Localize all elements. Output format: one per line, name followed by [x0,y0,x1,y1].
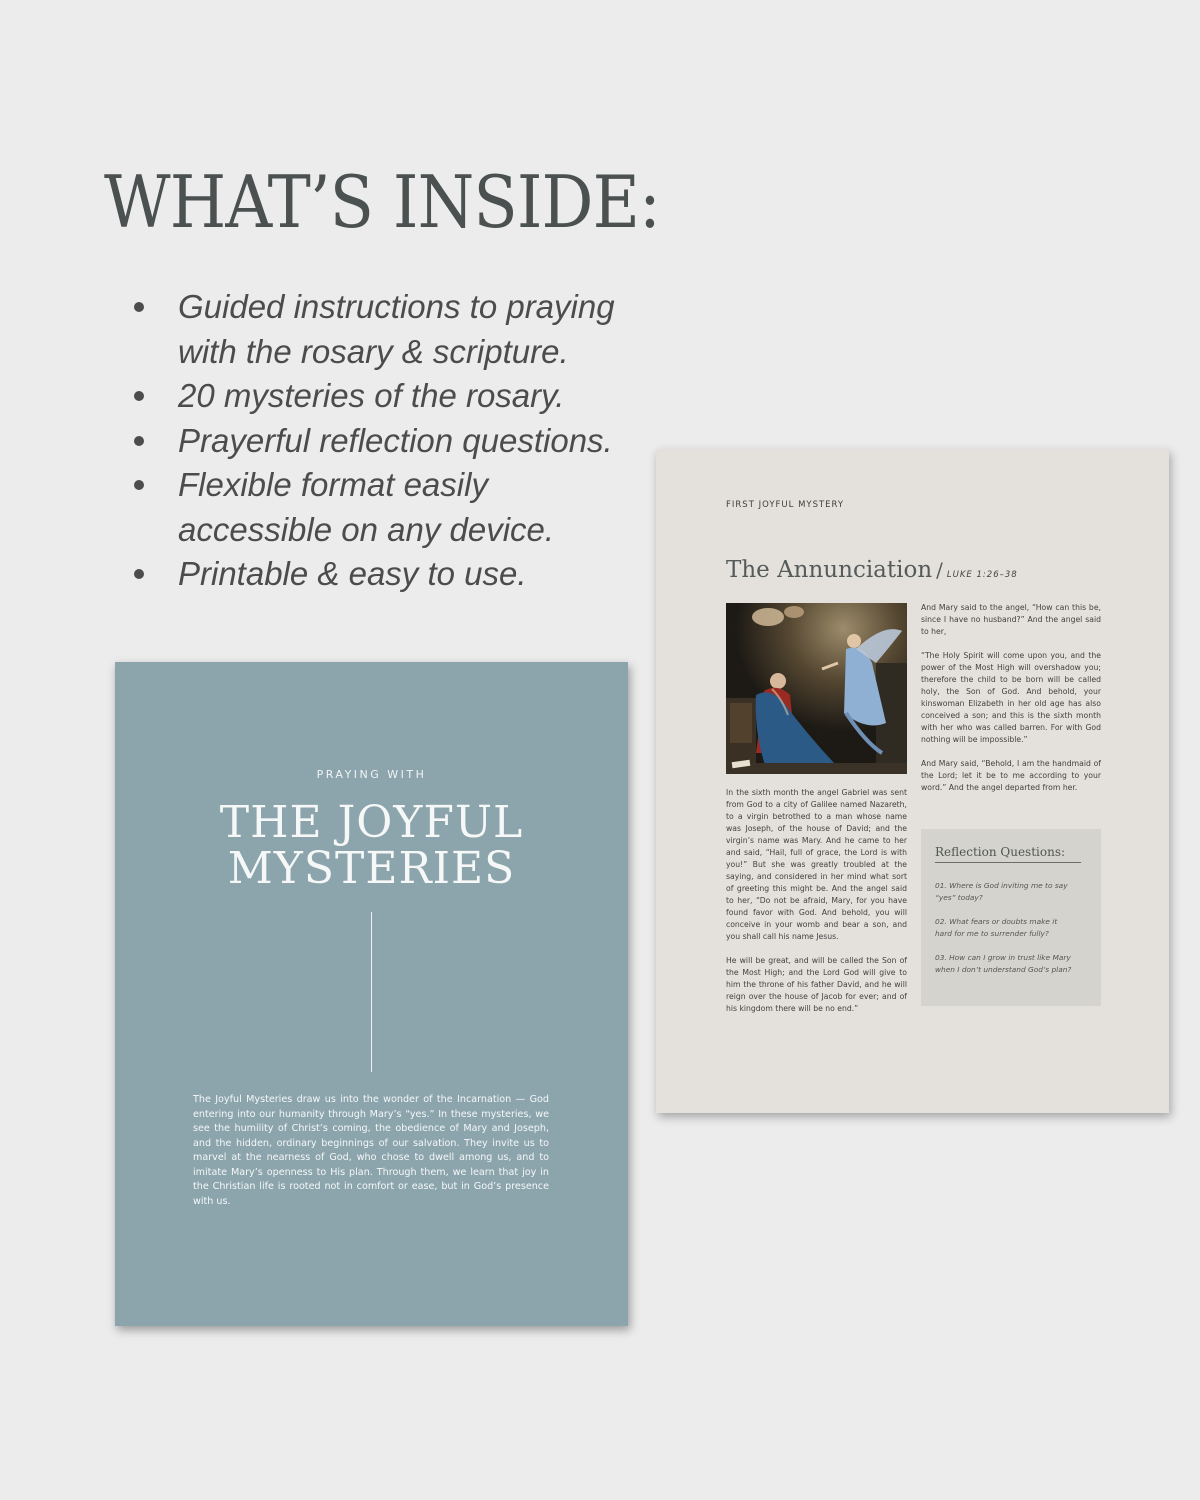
feature-list [130,285,650,597]
cover-page-preview [115,662,628,1326]
scripture-column-right [921,602,1101,806]
cover-kicker: PRAYING WITH [316,768,427,781]
feature-item [130,285,650,374]
feature-item [130,374,650,419]
scripture-column-left [726,787,907,1027]
title-separator: / [936,558,943,582]
feature-item [130,419,650,464]
feature-text: 20 mysteries of the rosary. [178,377,565,414]
bullet-icon [134,569,144,579]
cover-title-line: THE JOYFUL [219,797,524,848]
cover-intro-text: The Joyful Mysteries draw us into the wonder of the Incarnation — God entering into our humanity through Mary’s “yes.” In these mysteries, we see the humility of Christ’s coming, the obedience of Mary and Joseph, and the hidden, ordinary beginnings of our salvation. They invite us to marvel at the nearness of God, who chose to dwell among us, and to imitate Mary’s openness to His plan. Through them, we learn that joy in the Christian life is rooted not in comfort or ease, but in God’s presence with us. [193,1094,549,1207]
reflection-question: 01. Where is God inviting me to say “yes” today? [935,881,1068,902]
mystery-title-text: The Annunciation [726,557,933,583]
feature-item [130,552,650,597]
scripture-paragraph: He will be great, and will be called the Son of the Most High; and the Lord God will give to him the throne of his father David, and he will reign over the house of Jacob for ever; and of his kingdom there will be no end.” [726,956,907,1013]
scripture-paragraph: In the sixth month the angel Gabriel was sent from God to a city of Galilee named Nazareth, to a virgin betrothed to a man whose name was Joseph, of the house of David; and the virgin’s name was Mary. And he came to her and said, “Hail, full of grace, the Lord is with you!” But she was greatly troubled at the saying, and considered in her mind what sort of greeting this might be. And the angel said to her, “Do not be afraid, Mary, for you have found favor with God. And behold, you will conceive in your womb and bear a son, and you shall call his name Jesus. [726,788,907,941]
reflection-title: Reflection Questions: [935,845,1081,863]
mystery-page-preview [656,449,1169,1113]
reflection-box [921,829,1101,1006]
scripture-paragraph: “The Holy Spirit will come upon you, and the power of the Most High will overshadow you; therefore the child to be born will be called holy, the Son of God. And behold, your kinswoman Elizabeth in her old age has also conceived a son; and this is the sixth month with her who was called barren. For with God nothing will be impossible.” [921,651,1101,744]
mystery-title [726,557,1018,583]
reflection-question: 03. How can I grow in trust like Mary when I don’t understand God’s plan? [935,953,1072,974]
bullet-icon [134,480,144,490]
bullet-icon [134,391,144,401]
cover-divider [371,912,372,1072]
reflection-question: 02. What fears or doubts make it hard for me to surrender fully? [935,917,1058,938]
scripture-reference: LUKE 1:26–38 [946,570,1018,580]
cover-title-line: MYSTERIES [227,843,516,894]
scripture-paragraph: And Mary said to the angel, “How can this be, since I have no husband?” And the angel said to her, [921,603,1101,636]
bullet-icon [134,302,144,312]
feature-text: Guided instructions to praying with the rosary & scripture. [178,288,615,370]
feature-text: Printable & easy to use. [178,555,527,592]
mystery-kicker: FIRST JOYFUL MYSTERY [726,500,845,510]
cover-title [115,797,628,894]
feature-text: Prayerful reflection questions. [178,421,613,459]
annunciation-painting [726,603,907,774]
feature-text: Flexible format easily accessible on any device. [178,466,555,548]
scripture-paragraph: And Mary said, “Behold, I am the handmaid of the Lord; let it be to me according to your word.” And the angel departed from her. [921,759,1101,792]
feature-item [130,463,650,552]
reflection-questions [935,880,1075,988]
page-heading: WHAT’S INSIDE: [104,160,660,244]
bullet-icon [134,436,144,446]
